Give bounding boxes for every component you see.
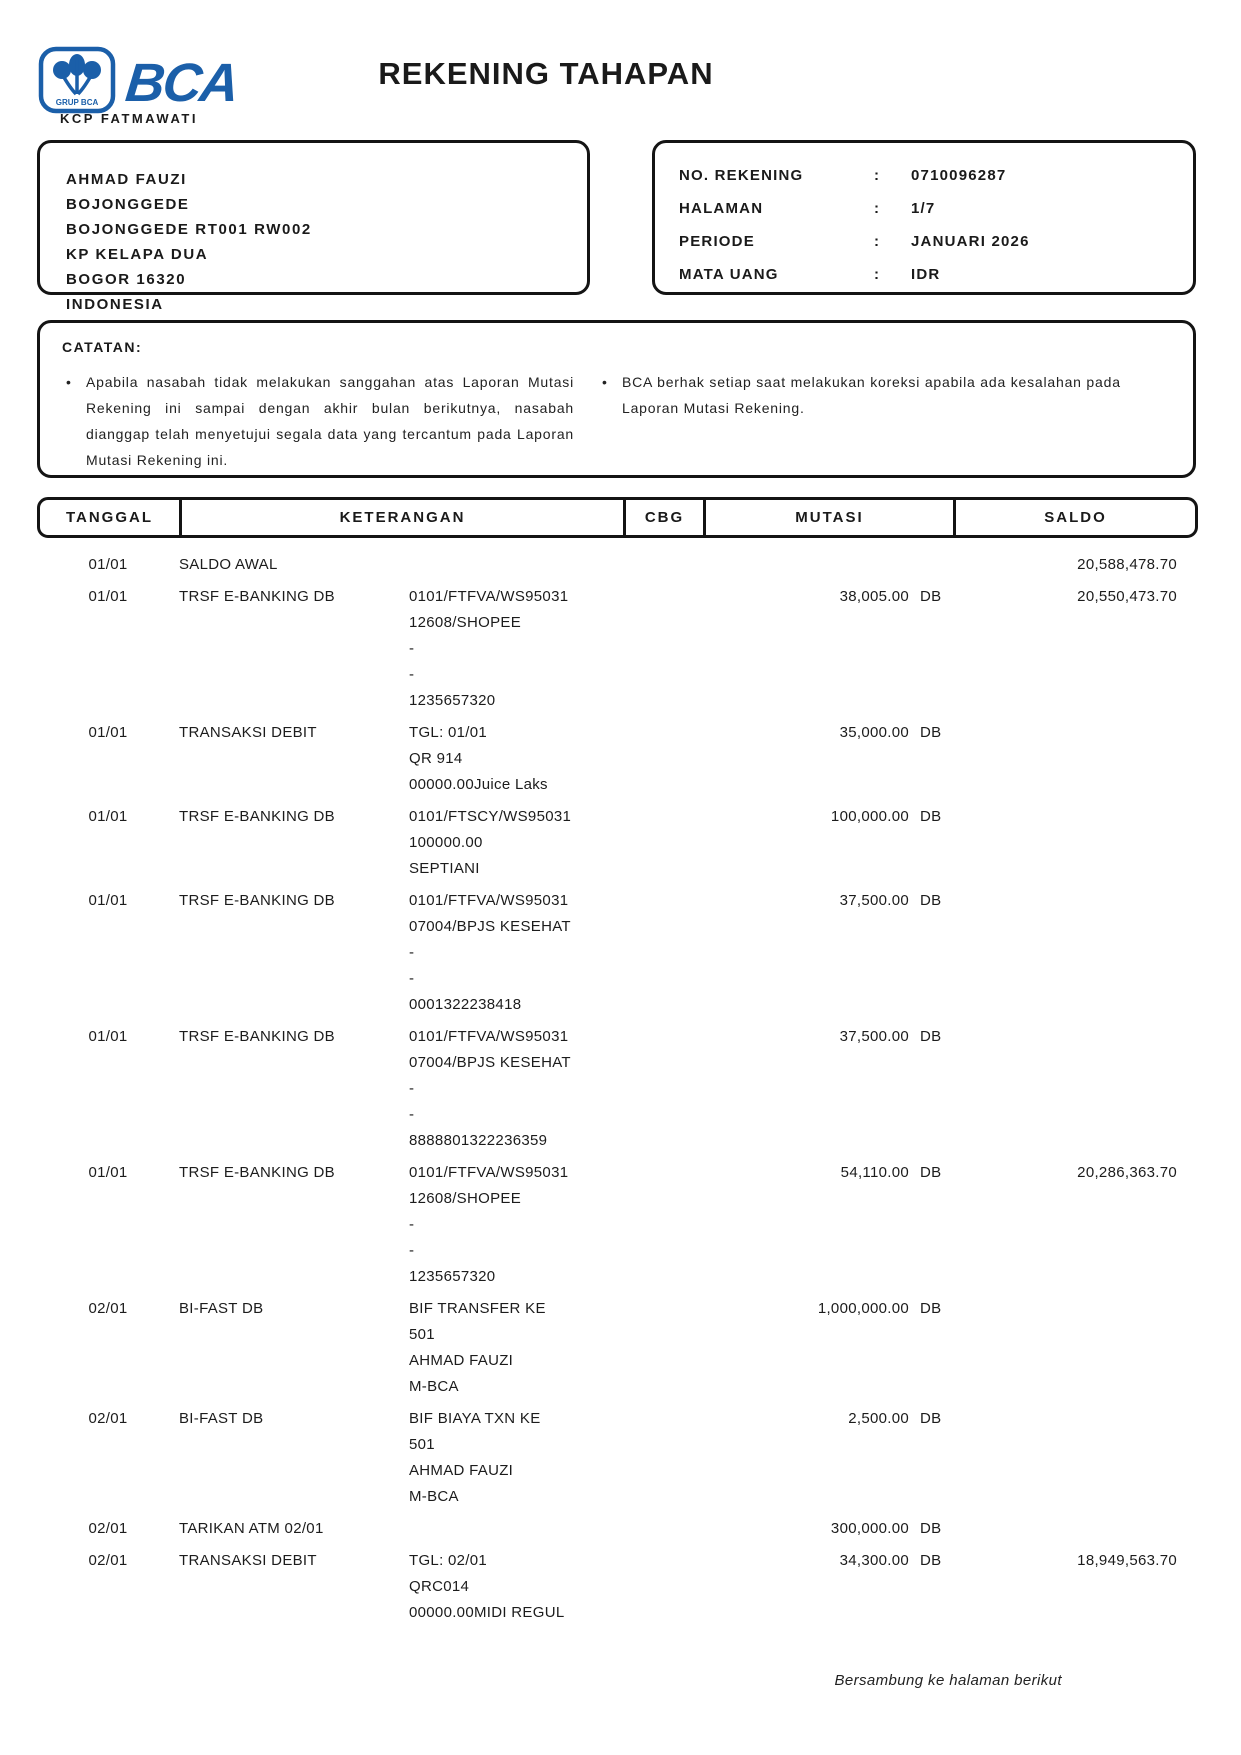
info-label: MATA UANG xyxy=(679,266,779,283)
table-row xyxy=(37,1548,1198,1626)
column-header: SALDO xyxy=(1044,509,1107,526)
note-item: • Apabila nasabah tidak melakukan sanggahan atas Laporan Mutasi Rekening ini sampai dengan akhir bulan berikutnya, nasabah dianggap telah menyetujui segala data yang tercantum pada Laporan Mutasi Rekening ini. xyxy=(62,369,574,473)
info-value: IDR xyxy=(911,266,941,283)
row-detail-line: TGL: 01/01 xyxy=(409,724,488,741)
row-amount: 37,500.00 xyxy=(839,892,909,909)
table-row xyxy=(37,1024,1198,1154)
row-balance xyxy=(953,1516,1198,1542)
row-balance xyxy=(953,1296,1198,1400)
row-flag: DB xyxy=(920,1300,942,1317)
info-row xyxy=(679,167,1193,200)
row-date: 01/01 xyxy=(88,1164,128,1181)
row-date: 01/01 xyxy=(88,724,128,741)
bca-flower-icon xyxy=(38,46,116,119)
info-separator: : xyxy=(874,200,881,217)
row-details xyxy=(409,1160,623,1290)
row-detail-line: - xyxy=(409,1106,415,1123)
table-row xyxy=(37,1406,1198,1510)
row-flag: DB xyxy=(920,1410,942,1427)
note-item: • BCA berhak setiap saat melakukan koreksi apabila ada kesalahan pada Laporan Mutasi Rekening. xyxy=(598,369,1173,473)
row-amount: 35,000.00 xyxy=(839,724,909,741)
row-details xyxy=(409,1024,623,1154)
bca-logo xyxy=(38,46,243,119)
continuation-note: Bersambung ke halaman berikut xyxy=(834,1672,1062,1689)
row-flag: DB xyxy=(920,1028,942,1045)
table-row xyxy=(37,720,1198,798)
row-balance xyxy=(953,888,1198,1018)
row-date: 01/01 xyxy=(88,1028,128,1045)
row-date: 01/01 xyxy=(88,556,128,573)
row-details xyxy=(409,888,623,1018)
row-cbg xyxy=(623,804,703,882)
row-date: 01/01 xyxy=(88,588,128,605)
row-balance xyxy=(953,1406,1198,1510)
transactions-table xyxy=(37,552,1198,1632)
row-cbg xyxy=(623,552,703,578)
row-detail-line: AHMAD FAUZI xyxy=(409,1352,514,1369)
row-detail-line: 0101/FTSCY/WS95031 xyxy=(409,808,572,825)
row-detail-line: SEPTIANI xyxy=(409,860,480,877)
row-detail-line: 07004/BPJS KESEHAT xyxy=(409,918,571,935)
row-detail-line: 1235657320 xyxy=(409,1268,496,1285)
row-date: 02/01 xyxy=(88,1520,128,1537)
notes-heading: CATATAN: xyxy=(62,339,143,355)
row-balance xyxy=(953,720,1198,798)
info-label: PERIODE xyxy=(679,233,755,250)
row-detail-line: 0001322238418 xyxy=(409,996,522,1013)
row-detail-line: 00000.00Juice Laks xyxy=(409,776,548,793)
table-row xyxy=(37,804,1198,882)
row-type: TARIKAN ATM 02/01 xyxy=(179,1520,324,1537)
row-cbg xyxy=(623,1516,703,1542)
info-value: 1/7 xyxy=(911,200,936,217)
row-detail-line: 0101/FTFVA/WS95031 xyxy=(409,892,569,909)
row-cbg xyxy=(623,720,703,798)
row-amount: 34,300.00 xyxy=(839,1552,909,1569)
info-value: JANUARI 2026 xyxy=(911,233,1030,250)
info-row xyxy=(679,266,1193,299)
account-info-box xyxy=(652,140,1196,295)
row-detail-line: BIF BIAYA TXN KE xyxy=(409,1410,541,1427)
info-row xyxy=(679,233,1193,266)
row-type: TRSF E-BANKING DB xyxy=(179,1028,335,1045)
address-line: INDONESIA xyxy=(66,296,164,313)
row-detail-line: - xyxy=(409,1216,415,1233)
info-label: NO. REKENING xyxy=(679,167,804,184)
row-amount: 100,000.00 xyxy=(830,808,909,825)
row-detail-line: - xyxy=(409,666,415,683)
row-type: TRANSAKSI DEBIT xyxy=(179,724,317,741)
row-type: BI-FAST DB xyxy=(179,1300,264,1317)
row-detail-line: 8888801322236359 xyxy=(409,1132,548,1149)
row-detail-line: 0101/FTFVA/WS95031 xyxy=(409,1028,569,1045)
row-type: TRSF E-BANKING DB xyxy=(179,892,335,909)
row-details xyxy=(409,552,623,578)
row-detail-line: 0101/FTFVA/WS95031 xyxy=(409,588,569,605)
branch-name: KCP FATMAWATI xyxy=(60,111,198,126)
row-detail-line: AHMAD FAUZI xyxy=(409,1462,514,1479)
row-details xyxy=(409,1406,623,1510)
row-detail-line: M-BCA xyxy=(409,1488,459,1505)
row-amount xyxy=(703,552,909,578)
row-detail-line: QRC014 xyxy=(409,1578,470,1595)
row-amount: 2,500.00 xyxy=(848,1410,909,1427)
row-amount: 38,005.00 xyxy=(839,588,909,605)
row-flag: DB xyxy=(920,892,942,909)
row-type: TRSF E-BANKING DB xyxy=(179,808,335,825)
row-details xyxy=(409,584,623,714)
row-type: TRSF E-BANKING DB xyxy=(179,1164,335,1181)
row-detail-line: 0101/FTFVA/WS95031 xyxy=(409,1164,569,1181)
row-details xyxy=(409,804,623,882)
row-flag: DB xyxy=(920,588,942,605)
info-separator: : xyxy=(874,266,881,283)
row-flag: DB xyxy=(920,1552,942,1569)
row-detail-line: M-BCA xyxy=(409,1378,459,1395)
row-flag: DB xyxy=(920,724,942,741)
row-cbg xyxy=(623,1160,703,1290)
row-cbg xyxy=(623,1406,703,1510)
row-detail-line: 1235657320 xyxy=(409,692,496,709)
row-details xyxy=(409,720,623,798)
row-details xyxy=(409,1516,623,1542)
column-header: KETERANGAN xyxy=(182,500,626,535)
row-balance xyxy=(953,1024,1198,1154)
row-balance: 20,550,473.70 xyxy=(1077,588,1177,605)
row-cbg xyxy=(623,888,703,1018)
row-type: SALDO AWAL xyxy=(179,556,278,573)
row-type: TRANSAKSI DEBIT xyxy=(179,1552,317,1569)
row-detail-line: TGL: 02/01 xyxy=(409,1552,488,1569)
row-detail-line: - xyxy=(409,1242,415,1259)
row-date: 01/01 xyxy=(88,808,128,825)
column-header: MUTASI xyxy=(706,500,956,535)
row-detail-line: - xyxy=(409,1080,415,1097)
notes-box xyxy=(37,320,1196,478)
row-balance xyxy=(953,804,1198,882)
page-title: REKENING TAHAPAN xyxy=(378,56,714,91)
row-amount: 1,000,000.00 xyxy=(817,1300,909,1317)
table-row xyxy=(37,584,1198,714)
row-balance: 18,949,563.70 xyxy=(1077,1552,1177,1569)
table-row xyxy=(37,552,1198,578)
row-detail-line: QR 914 xyxy=(409,750,463,767)
row-cbg xyxy=(623,1548,703,1626)
row-flag: DB xyxy=(920,1520,942,1537)
table-row xyxy=(37,888,1198,1018)
row-type: BI-FAST DB xyxy=(179,1410,264,1427)
info-label: HALAMAN xyxy=(679,200,764,217)
column-header: TANGGAL xyxy=(40,500,182,535)
column-header: CBG xyxy=(626,500,706,535)
row-balance: 20,588,478.70 xyxy=(1077,556,1177,573)
row-detail-line: 12608/SHOPEE xyxy=(409,614,521,631)
svg-text:GRUP BCA: GRUP BCA xyxy=(55,98,99,107)
address-line: KP KELAPA DUA xyxy=(66,246,209,263)
table-row xyxy=(37,1516,1198,1542)
row-details xyxy=(409,1548,623,1626)
row-detail-line: - xyxy=(409,944,415,961)
info-row xyxy=(679,200,1193,233)
table-row xyxy=(37,1160,1198,1290)
row-detail-line: 00000.00MIDI REGUL xyxy=(409,1604,565,1621)
address-line: BOJONGGEDE xyxy=(66,196,190,213)
row-date: 02/01 xyxy=(88,1300,128,1317)
row-detail-line: 07004/BPJS KESEHAT xyxy=(409,1054,571,1071)
row-cbg xyxy=(623,584,703,714)
row-detail-line: 501 xyxy=(409,1326,435,1343)
row-cbg xyxy=(623,1296,703,1400)
row-detail-line: BIF TRANSFER KE xyxy=(409,1300,546,1317)
address-line: AHMAD FAUZI xyxy=(66,171,187,188)
row-detail-line: - xyxy=(409,970,415,987)
table-row xyxy=(37,1296,1198,1400)
row-detail-line: - xyxy=(409,640,415,657)
info-separator: : xyxy=(874,233,881,250)
table-header xyxy=(37,497,1198,538)
row-details xyxy=(409,1296,623,1400)
row-date: 01/01 xyxy=(88,892,128,909)
row-detail-line: 12608/SHOPEE xyxy=(409,1190,521,1207)
address-line: BOJONGGEDE RT001 RW002 xyxy=(66,221,312,238)
row-amount: 54,110.00 xyxy=(840,1164,909,1181)
row-date: 02/01 xyxy=(88,1552,128,1569)
row-type: TRSF E-BANKING DB xyxy=(179,588,335,605)
row-cbg xyxy=(623,1024,703,1154)
bca-wordmark: BCA xyxy=(122,52,241,113)
account-holder-box xyxy=(37,140,590,313)
row-flag xyxy=(909,552,953,578)
info-value: 0710096287 xyxy=(911,167,1007,184)
row-date: 02/01 xyxy=(88,1410,128,1427)
row-amount: 37,500.00 xyxy=(839,1028,909,1045)
bullet-icon: • xyxy=(602,374,608,390)
row-detail-line: 501 xyxy=(409,1436,435,1453)
row-flag: DB xyxy=(920,808,942,825)
info-separator: : xyxy=(874,167,881,184)
row-amount: 300,000.00 xyxy=(830,1520,909,1537)
bullet-icon: • xyxy=(66,374,72,390)
address-line: BOGOR 16320 xyxy=(66,271,187,288)
row-flag: DB xyxy=(920,1164,942,1181)
row-balance: 20,286,363.70 xyxy=(1077,1164,1177,1181)
row-detail-line: 100000.00 xyxy=(409,834,483,851)
